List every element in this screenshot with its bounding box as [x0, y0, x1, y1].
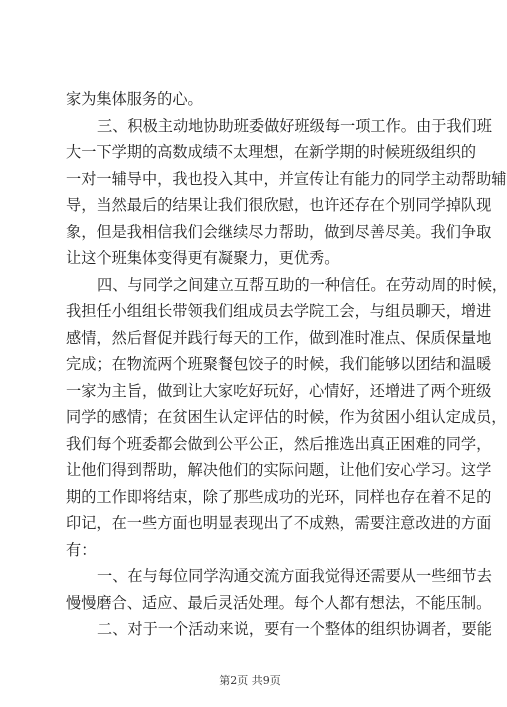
text-line: 完成；在物流两个班聚餐包饺子的时候，我们能够以团结和温暖 — [66, 355, 492, 373]
text-line: 二、对于一个活动来说，要有一个整体的组织协调者，要能 — [97, 620, 492, 638]
text-line: 慢慢磨合、适应、最后灵活处理。每个人都有想法，不能压制。 — [66, 593, 492, 612]
text-line: 一对一辅导中，我也投入其中，并宣传让有能力的同学主动帮助辅 — [66, 169, 507, 188]
text-line: 感情，然后督促并践行每天的工作，做到准时准点、保质保量地 — [66, 328, 492, 347]
text-line: 让这个班集体变得更有凝聚力，更优秀。 — [66, 249, 340, 267]
text-line: 大一下学期的高数成绩不太理想，在新学期的时候班级组织的 — [66, 143, 477, 161]
text-line: 印记，在一些方面也明显表现出了不成熟，需要注意改进的方面 — [66, 514, 492, 532]
text-line: 我们每个班委都会做到公平公正，然后推选出真正困难的同学， — [66, 434, 492, 453]
text-line: 我担任小组组长带领我们组成员去学院工会，与组员聊天，增进 — [66, 302, 492, 320]
text-line: 期的工作即将结束，除了那些成功的光环，同样也存在着不足的 — [66, 487, 492, 506]
text-line: 家为集体服务的心。 — [66, 90, 203, 108]
text-line: 同学的感情；在贫困生认定评估的时候，作为贫困小组认定成员， — [66, 408, 507, 426]
text-line: 象，但是我相信我们会继续尽力帮助，做到尽善尽美。我们争取 — [66, 222, 492, 241]
page-footer: 第2页 共9页 — [219, 674, 281, 687]
text-line: 有： — [66, 540, 97, 559]
text-line: 让他们得到帮助，解决他们的实际问题，让他们安心学习。这学 — [66, 461, 492, 479]
text-line: 一家为主旨，做到让大家吃好玩好，心情好，还增进了两个班级 — [66, 381, 492, 400]
text-line: 一、在与每位同学沟通交流方面我觉得还需要从一些细节去 — [97, 567, 492, 585]
text-line: 三、积极主动地协助班委做好班级每一项工作。由于我们班 — [97, 116, 492, 135]
text-line: 导，当然最后的结果让我们很欣慰，也许还存在个别同学掉队现 — [66, 196, 492, 214]
body-text — [66, 86, 507, 643]
text-line: 四、与同学之间建立互帮互助的一种信任。在劳动周的时候， — [97, 275, 507, 294]
